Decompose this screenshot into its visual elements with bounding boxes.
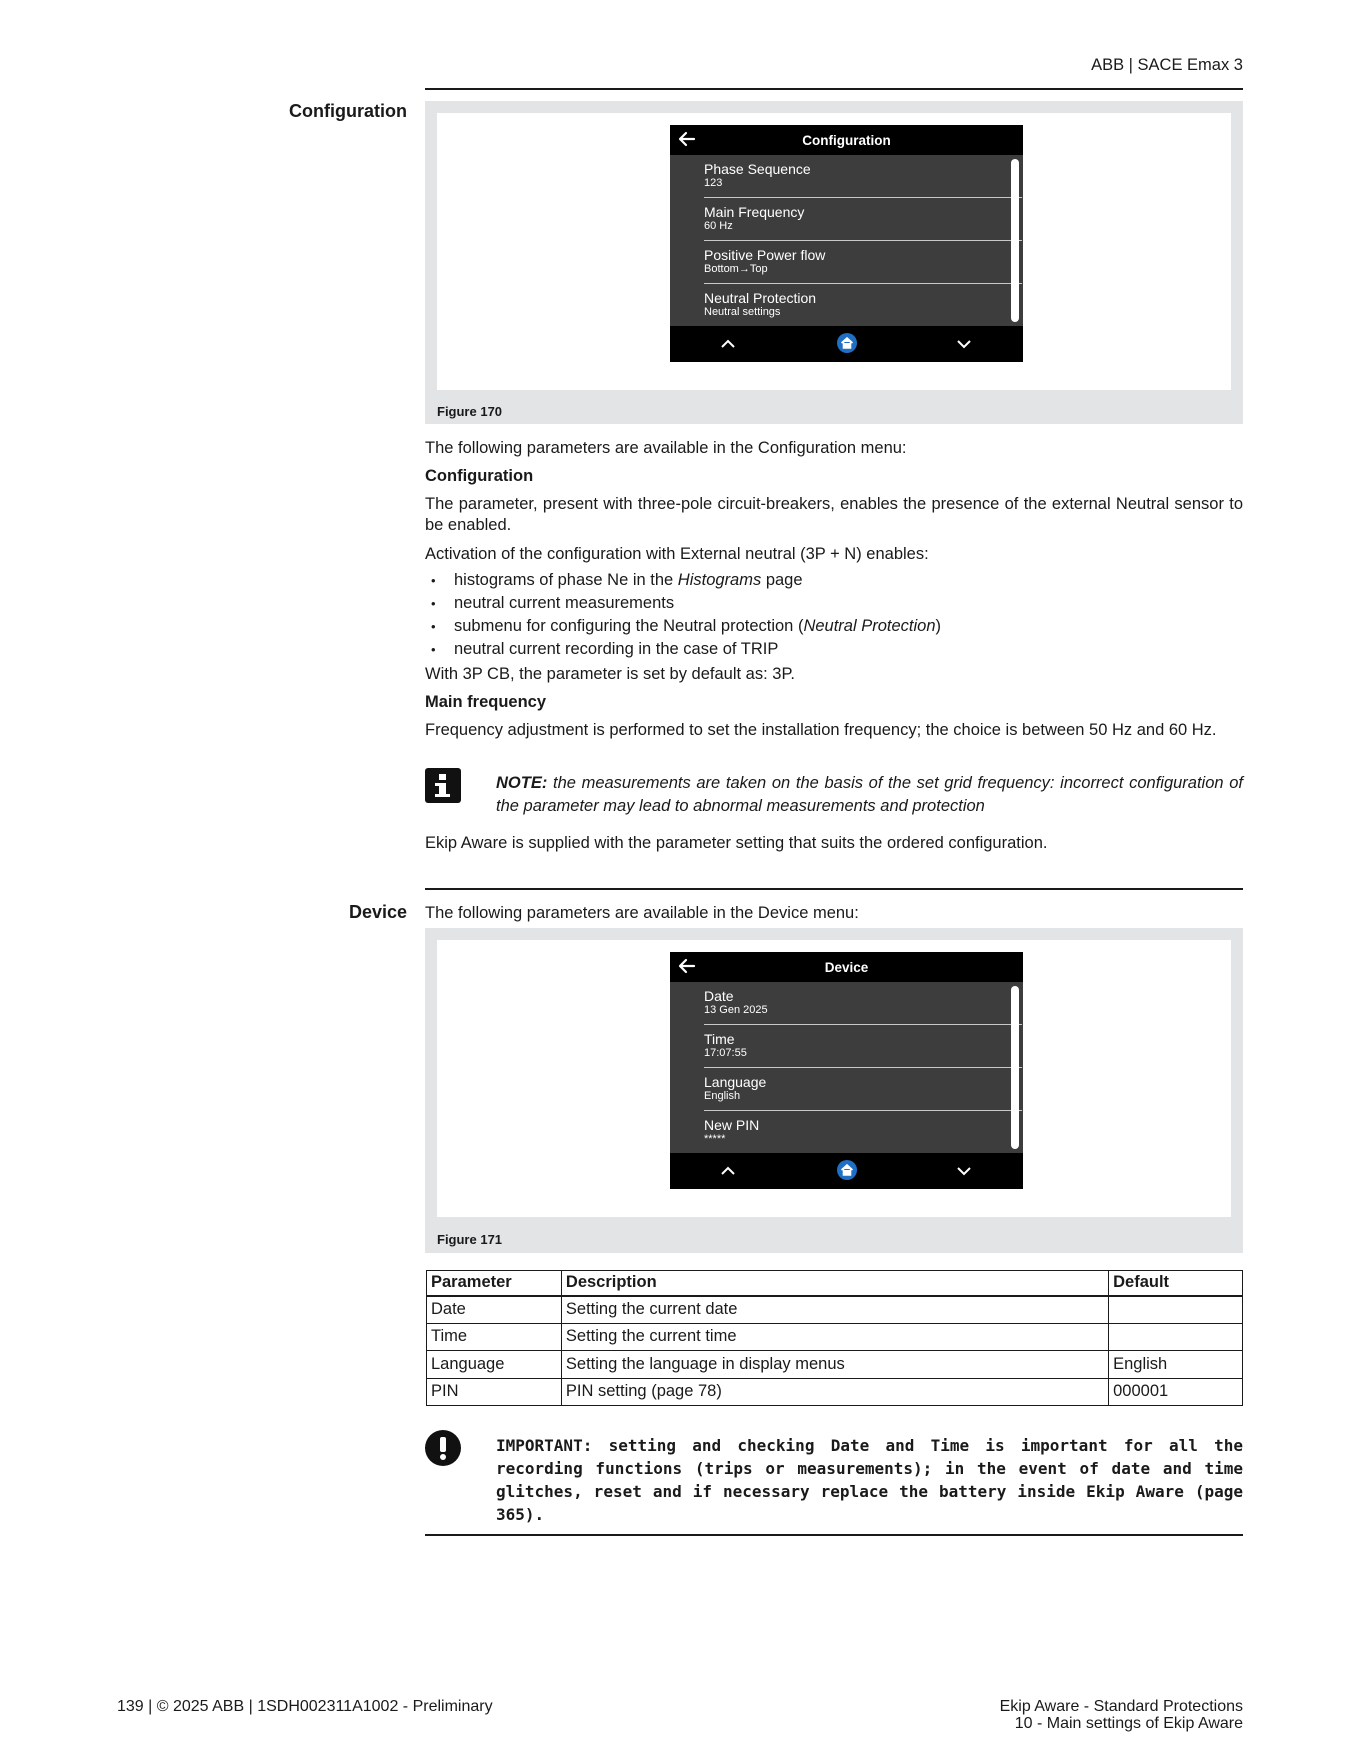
section-title-device: Device bbox=[348, 902, 407, 922]
table-cell: Time bbox=[427, 1323, 562, 1351]
page-header: ABB | SACE Emax 3 bbox=[1091, 56, 1243, 74]
screen-header bbox=[670, 125, 1023, 155]
menu-item-label: New PIN bbox=[704, 1117, 760, 1133]
table-cell: 000001 bbox=[1109, 1378, 1243, 1406]
table-cell: Date bbox=[427, 1296, 562, 1324]
menu-item-neutral-protection[interactable] bbox=[704, 284, 1022, 327]
table-row bbox=[427, 1378, 1243, 1406]
important-icon bbox=[425, 1430, 461, 1466]
screen-footer bbox=[670, 326, 1023, 362]
home-icon[interactable] bbox=[836, 332, 858, 354]
footer-line: Ekip Aware - Standard Protections bbox=[999, 1698, 1243, 1715]
menu-item-label: Neutral Protection bbox=[704, 290, 817, 306]
menu-item-label: Phase Sequence bbox=[704, 161, 811, 177]
screen-menu-list bbox=[670, 982, 1023, 1153]
table-cell: Setting the current time bbox=[561, 1323, 1108, 1351]
menu-item-main-frequency[interactable] bbox=[704, 198, 1022, 241]
figure-caption: Figure 171 bbox=[437, 1232, 503, 1247]
table-row bbox=[427, 1323, 1243, 1351]
default-note: With 3P CB, the parameter is set by default as: 3P. bbox=[425, 665, 795, 683]
device-parameters-table bbox=[426, 1270, 1243, 1406]
home-icon[interactable] bbox=[836, 1159, 858, 1181]
chevron-down-icon[interactable] bbox=[956, 1163, 972, 1179]
important-note: IMPORTANT: setting and checking Date and Time is important for all the recording functions (trips or measurements); in the event of date and time glitches, reset and if necessary replace the battery inside Ekip Aware (page 365). bbox=[496, 1436, 1243, 1524]
list-text-emphasis: Histograms bbox=[677, 571, 762, 589]
menu-item-value: ***** bbox=[704, 1133, 726, 1145]
menu-item-label: Language bbox=[704, 1074, 767, 1090]
table-cell bbox=[1109, 1296, 1243, 1324]
section-rule bbox=[425, 888, 1243, 890]
figure-170 bbox=[425, 101, 1243, 424]
menu-item-value: 17:07:55 bbox=[704, 1047, 747, 1059]
menu-item-label: Date bbox=[704, 988, 734, 1004]
figure-canvas bbox=[437, 113, 1231, 390]
table-cell: Setting the language in display menus bbox=[561, 1351, 1108, 1379]
activation-text: Activation of the configuration with External neutral (3P + N) enables: bbox=[425, 545, 929, 563]
table-cell: English bbox=[1109, 1351, 1243, 1379]
screen-scrollbar[interactable] bbox=[1011, 986, 1019, 1149]
figure-171 bbox=[425, 928, 1243, 1253]
table-cell: Language bbox=[427, 1351, 562, 1379]
table-cell: Setting the current date bbox=[561, 1296, 1108, 1324]
chevron-up-icon[interactable] bbox=[720, 336, 736, 352]
screen-title: Device bbox=[824, 959, 869, 975]
menu-item-value: 60 Hz bbox=[704, 220, 733, 232]
note-label: NOTE: bbox=[496, 774, 548, 792]
main-frequency-paragraph: Frequency adjustment is performed to set the installation frequency; the choice is between 50 Hz and 60 Hz. bbox=[425, 721, 1217, 739]
figure-caption: Figure 170 bbox=[437, 404, 503, 419]
list-item bbox=[425, 615, 1243, 638]
screen-title: Configuration bbox=[802, 132, 891, 148]
menu-item-date[interactable] bbox=[704, 982, 1022, 1025]
menu-item-new-pin[interactable] bbox=[704, 1111, 1022, 1154]
footer-right bbox=[1000, 1698, 1243, 1732]
note-body: the measurements are taken on the basis of the set grid frequency: incorrect configuration of the parameter may lead to abnormal measurements and protection bbox=[496, 774, 1243, 815]
section-end-rule bbox=[425, 1534, 1243, 1536]
table-cell: PIN setting (page 78) bbox=[561, 1378, 1108, 1406]
table-cell: PIN bbox=[427, 1378, 562, 1406]
subheading-configuration: Configuration bbox=[425, 467, 534, 485]
menu-item-value: Bottom→Top bbox=[704, 263, 768, 275]
chevron-up-icon[interactable] bbox=[720, 1163, 736, 1179]
configuration-paragraph: The parameter, present with three-pole circuit-breakers, enables the presence of the external Neutral sensor to be enabled. bbox=[425, 495, 1243, 534]
section-title-configuration: Configuration bbox=[289, 101, 407, 121]
footer-line: 10 - Main settings of Ekip Aware bbox=[1014, 1715, 1243, 1732]
menu-item-value: 123 bbox=[704, 177, 723, 189]
table-row bbox=[427, 1351, 1243, 1379]
screen-footer bbox=[670, 1153, 1023, 1189]
column-header: Parameter bbox=[427, 1271, 562, 1296]
list-text: ) bbox=[935, 617, 942, 635]
configuration-screen bbox=[670, 125, 1023, 362]
header-rule bbox=[425, 88, 1243, 90]
menu-item-label: Positive Power flow bbox=[704, 247, 826, 263]
screen-menu-list bbox=[670, 155, 1023, 326]
list-item: • neutral current recording in the case of TRIP bbox=[425, 638, 1243, 661]
screen-scrollbar[interactable] bbox=[1011, 159, 1019, 322]
subheading-main-frequency: Main frequency bbox=[425, 693, 547, 711]
menu-item-label: Time bbox=[704, 1031, 735, 1047]
column-header: Description bbox=[561, 1271, 1108, 1296]
menu-item-time[interactable] bbox=[704, 1025, 1022, 1068]
device-screen bbox=[670, 952, 1023, 1189]
menu-item-value: 13 Gen 2025 bbox=[704, 1004, 768, 1016]
footer-left: 139 | © 2025 ABB | 1SDH002311A1002 - Preliminary bbox=[117, 1698, 493, 1715]
menu-item-language[interactable] bbox=[704, 1068, 1022, 1111]
back-arrow-icon[interactable] bbox=[676, 955, 698, 977]
device-intro: The following parameters are available in the Device menu: bbox=[425, 904, 859, 922]
feature-list bbox=[425, 569, 1243, 661]
table-header-row bbox=[427, 1271, 1243, 1296]
table-row bbox=[427, 1296, 1243, 1324]
menu-item-value: Neutral settings bbox=[704, 306, 781, 318]
chevron-down-icon[interactable] bbox=[956, 336, 972, 352]
note-text bbox=[496, 772, 1243, 818]
menu-item-phase-sequence[interactable] bbox=[704, 155, 1022, 198]
back-arrow-icon[interactable] bbox=[676, 128, 698, 150]
menu-item-value: English bbox=[704, 1090, 741, 1102]
table-cell bbox=[1109, 1323, 1243, 1351]
list-text: page bbox=[761, 571, 803, 589]
menu-item-positive-power-flow[interactable] bbox=[704, 241, 1022, 284]
configuration-intro: The following parameters are available in the Configuration menu: bbox=[425, 439, 907, 457]
info-icon bbox=[425, 768, 461, 803]
screen-header bbox=[670, 952, 1023, 982]
menu-item-label: Main Frequency bbox=[704, 204, 805, 220]
closing-text: Ekip Aware is supplied with the parameter setting that suits the ordered configuration. bbox=[425, 834, 1048, 852]
list-item: • neutral current measurements bbox=[425, 592, 1243, 615]
list-text: histograms of phase Ne in the bbox=[454, 571, 678, 589]
list-item bbox=[425, 569, 1243, 592]
column-header: Default bbox=[1109, 1271, 1243, 1296]
figure-canvas bbox=[437, 940, 1231, 1217]
list-text-emphasis: Neutral Protection bbox=[803, 617, 936, 635]
list-text: submenu for configuring the Neutral protection ( bbox=[454, 617, 804, 635]
